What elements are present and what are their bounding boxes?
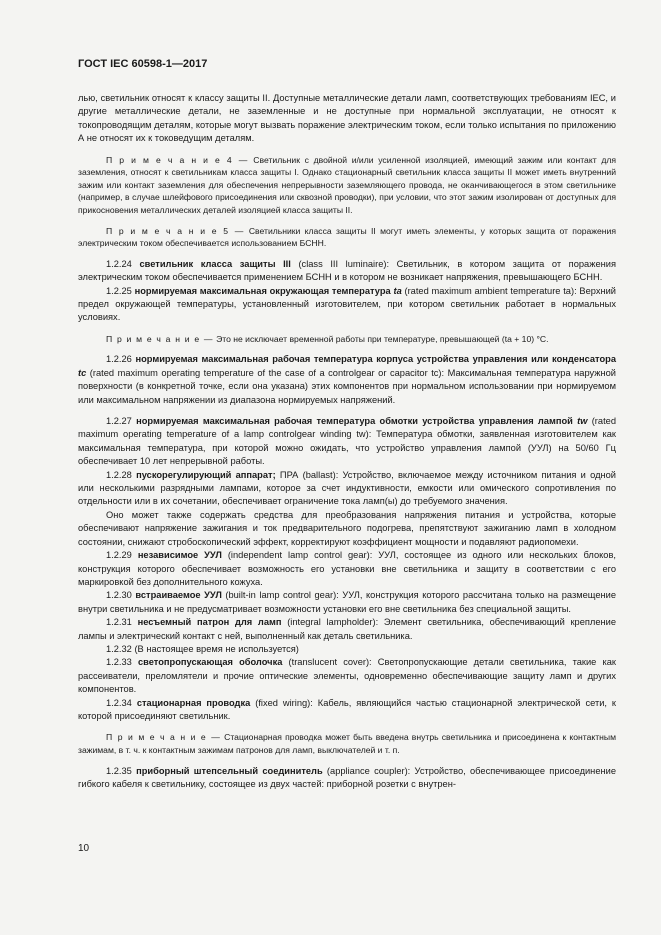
symbol-ta: ta [393,285,402,296]
clause-1-2-28: 1.2.28 пускорегулирующий аппарат; ПРА (ballast): Устройство, включаемое между источником питания и одной или несколькими разрядными лампами, которое за счет индуктивности, емкости или омического сопротивления по отдельности или в их сочетании, обеспечивает ограничение тока ламп(ы) до требуемого значения. [78,469,616,507]
clause-1-2-26: 1.2.26 нормируемая максимальная рабочая температура корпуса устройства управления или конденсатора tc (rated maximum operating temperature of the case of a controlgear or capacitor tc): Максимальная температура наружной поверхности (в конкретной точке, если она указана) этих компонентов при нормальном использовании при нормируемом или максимальном напряжении из диапазона нормируемых напряжений. [78,354,616,405]
page-number: 10 [78,843,90,854]
clause-1-2-32: 1.2.32 (В настоящее время не используется) [106,643,299,654]
clause-1-2-25: 1.2.25 нормируемая максимальная окружающая температура ta (rated maximum ambient temperature ta): Верхний предел окружающей температуры, установленный изготовителем, при котором светильник работает в нормальных условиях. [78,285,616,323]
clause-1-2-29: 1.2.29 независимое УУЛ (independent lamp control gear): УУЛ, состоящее из одного или нескольких блоков, конструкция которого обеспечивает возможность его установки вне светильника и защиту в соответствии с его маркировкой без дополнительного кожуха. [78,550,616,587]
document-body [78,92,616,791]
note-5: П р и м е ч а н и е 5 — Светильники класса защиты II могут иметь элементы, у которых защита от поражения электрическим током обеспечивается использованием БСНН. [78,225,617,249]
document-header: ГОСТ IEC 60598-1—2017 [78,58,208,70]
note-1-2-34: П р и м е ч а н и е — Стационарная проводка может быть введена внутрь светильника и присоединена к контактным зажимам, в т. ч. к контактным зажимам патронов для ламп, выключателей и т. п. [78,732,616,755]
paragraph-continuation: лью, светильник относят к классу защиты II. Доступные металлические детали ламп, соответствующих требованиям IEC, и другие металлические детали, не заземленные и не доступные при нормальной эксплуатации, не относят к токопроводящим деталям, которые могут вызвать поражение электрическим током, если только испытания по приложению А не относят их к токоведущим деталям. [78,93,616,144]
clause-1-2-28-continued: Оно может также содержать средства для преобразования напряжения питания и устройства, которые обеспечивают напряжение зажигания и ток предварительного подогрева, препятствуют зажиганию ламп в холодном состоянии, снижают стробоскопический эффект, корректируют коэффициент мощности и подавляют радиопомехи. [78,509,616,547]
clause-1-2-33: 1.2.33 светопропускающая оболочка (translucent cover): Светопропускающие детали светильника, такие как рассеиватели, преломлятели и прочие оптические элементы, одновременно обеспечивающие защиту ламп и других компонентов. [78,657,616,695]
clause-1-2-30: 1.2.30 встраиваемое УУЛ (built-in lamp control gear): УУЛ, конструкция которого рассчитана только на размещение внутри светильника и не предусматривает возможности установки его вне светильника без специальной защиты. [78,590,616,614]
clause-1-2-34: 1.2.34 стационарная проводка (fixed wiring): Кабель, являющийся частью стационарной электрической сети, к которой присоединяют светильник. [78,697,616,721]
clause-1-2-27: 1.2.27 нормируемая максимальная рабочая температура обмотки устройства управления лампой tw (rated maximum operating temperature of a lamp controlgear winding tw): Температура обмотки, заявленная изготовителем как максимальная температура, при которой можно ожидать, что устройство управления лампой (УУЛ) на 50/60 Гц обеспечивает 10 лет непрерывной работы. [78,416,616,467]
clause-1-2-31: 1.2.31 несъемный патрон для ламп (integral lampholder): Элемент светильника, обеспечивающий крепление лампы и электрический контакт с ней, выполненный как деталь светильника. [78,617,617,641]
note-4: П р и м е ч а н и е 4 — Светильник с двойной и/или усиленной изоляцией, имеющий зажим или контакт для заземления, относят к светильникам класса защиты I. Однако стационарный светильник класса защиты II может иметь внутренний зажим или контакт заземления для обеспечения непрерывности заземляющего провода, не оканчивающегося в этом светильнике (например, в случае шлейфового присоединения или сквозной проводки), при условии, что этот зажим изолирован от доступных для прикосновения металлических деталей изоляцией класса защиты II. [78,154,616,215]
clause-1-2-35: 1.2.35 приборный штепсельный соединитель (appliance coupler): Устройство, обеспечивающее присоединение гибкого кабеля к светильнику, состоящее из двух частей: приборной розетки с внутрен- [78,765,616,789]
symbol-tc: tc [78,367,87,378]
symbol-tw: tw [577,416,588,427]
note-1-2-25: П р и м е ч а н и е — Это не исключает временной работы при температуре, превышающей (ta + 10) °С. [106,333,549,344]
clause-1-2-24: 1.2.24 светильник класса защиты III (class III luminaire): Светильник, в котором защита от поражения электрическим током обеспечивается применением БСНН и в котором не возникает напряжения, превышающего БСНН. [78,258,616,283]
